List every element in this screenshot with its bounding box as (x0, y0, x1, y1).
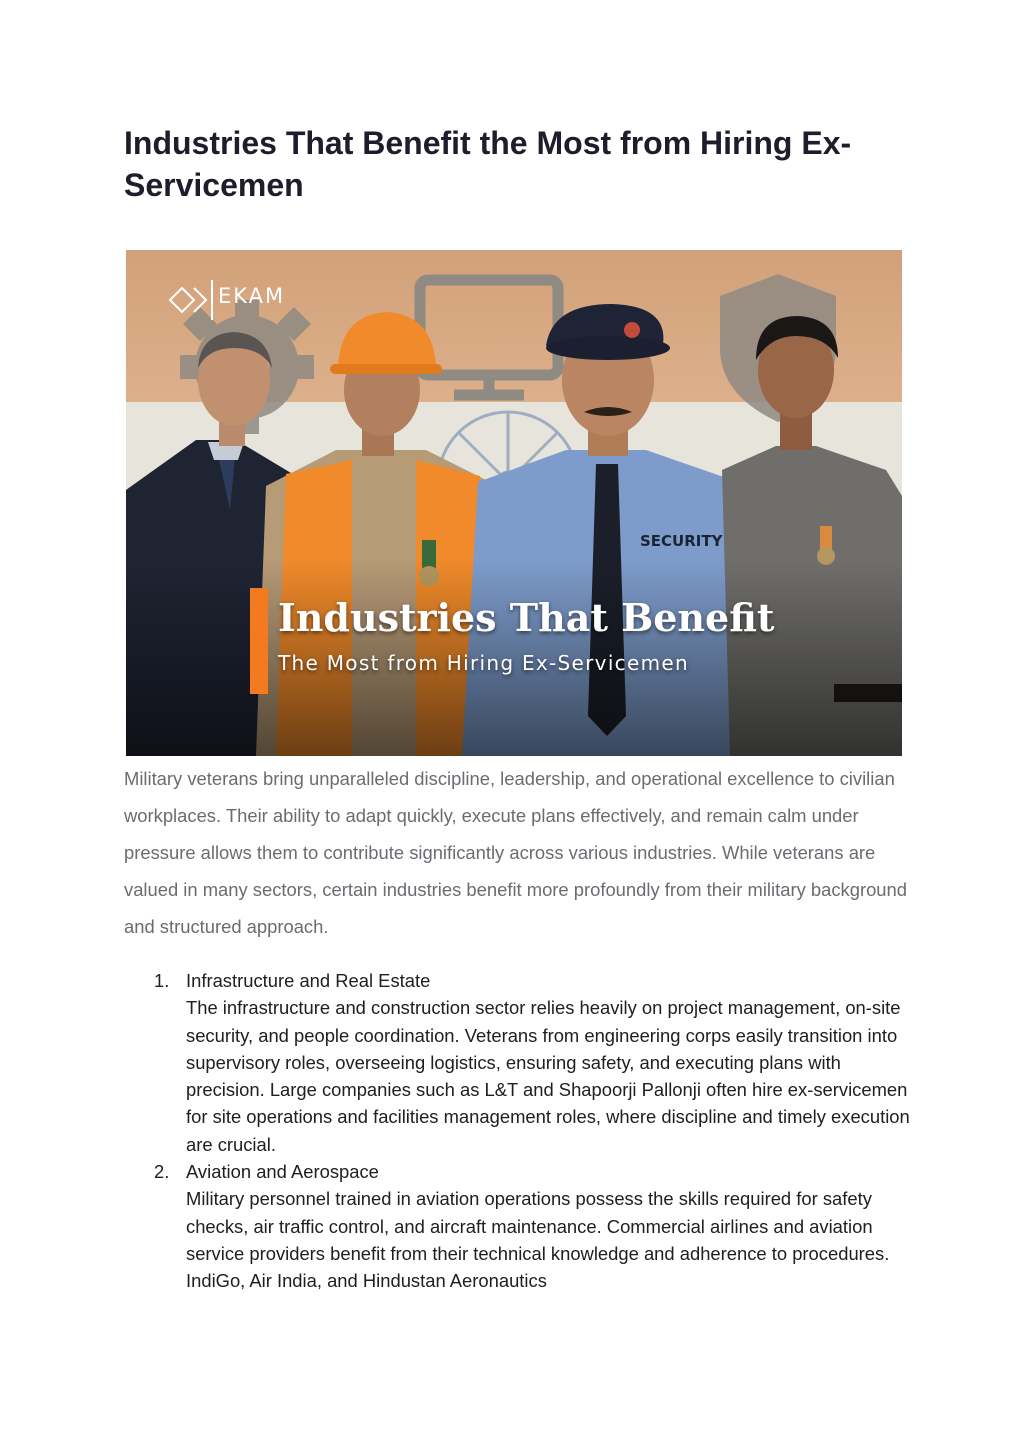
accent-bar (250, 588, 268, 694)
list-item-heading: Aviation and Aerospace (186, 1161, 379, 1183)
list-item-heading: Infrastructure and Real Estate (186, 970, 431, 991)
banner-headline: Industries That Benefit (278, 595, 775, 640)
hero-banner-image (126, 250, 902, 756)
page-title: Industries That Benefit the Most from Hiring Ex-Servicemen (124, 125, 852, 203)
brand-logo-text: EKAM (218, 284, 286, 308)
list-item-body: The infrastructure and construction sector relies heavily on project management, on-site security, and people coordination. Veterans from engineering corps easily transition into supervisory roles, overseeing logistics, ensuring safety, and executing plans with precision. Large companies such as L&T and Shapoorji Pallonji often hire ex-servicemen for site operations and facilities management roles, where discipline and timely execution are crucial. (186, 997, 910, 1155)
banner-subheadline: The Most from Hiring Ex-Servicemen (278, 651, 689, 675)
list-item (124, 967, 914, 1158)
intro-paragraph: Military veterans bring unparalleled discipline, leadership, and operational excellence to civilian workplaces. Their ability to adapt quickly, execute plans effectively, and remain calm under pressure allows them to contribute significantly across various industries. While veterans are valued in many sectors, certain industries benefit more profoundly from their military background and structured approach. (124, 768, 907, 937)
hero-illustration (126, 250, 902, 756)
list-item (124, 1158, 914, 1294)
industry-list (124, 967, 914, 1295)
list-item-body: Military personnel trained in aviation operations possess the skills required for safety checks, air traffic control, and aircraft maintenance. Commercial airlines and aviation service providers benefit from their technical knowledge and adherence to procedures. IndiGo, Air India, and Hindustan Aeronautics (186, 1188, 890, 1292)
list-item-number: 2. (154, 1161, 170, 1183)
list-item-number: 1. (154, 970, 170, 991)
security-patch-label: SECURITY (640, 532, 723, 550)
